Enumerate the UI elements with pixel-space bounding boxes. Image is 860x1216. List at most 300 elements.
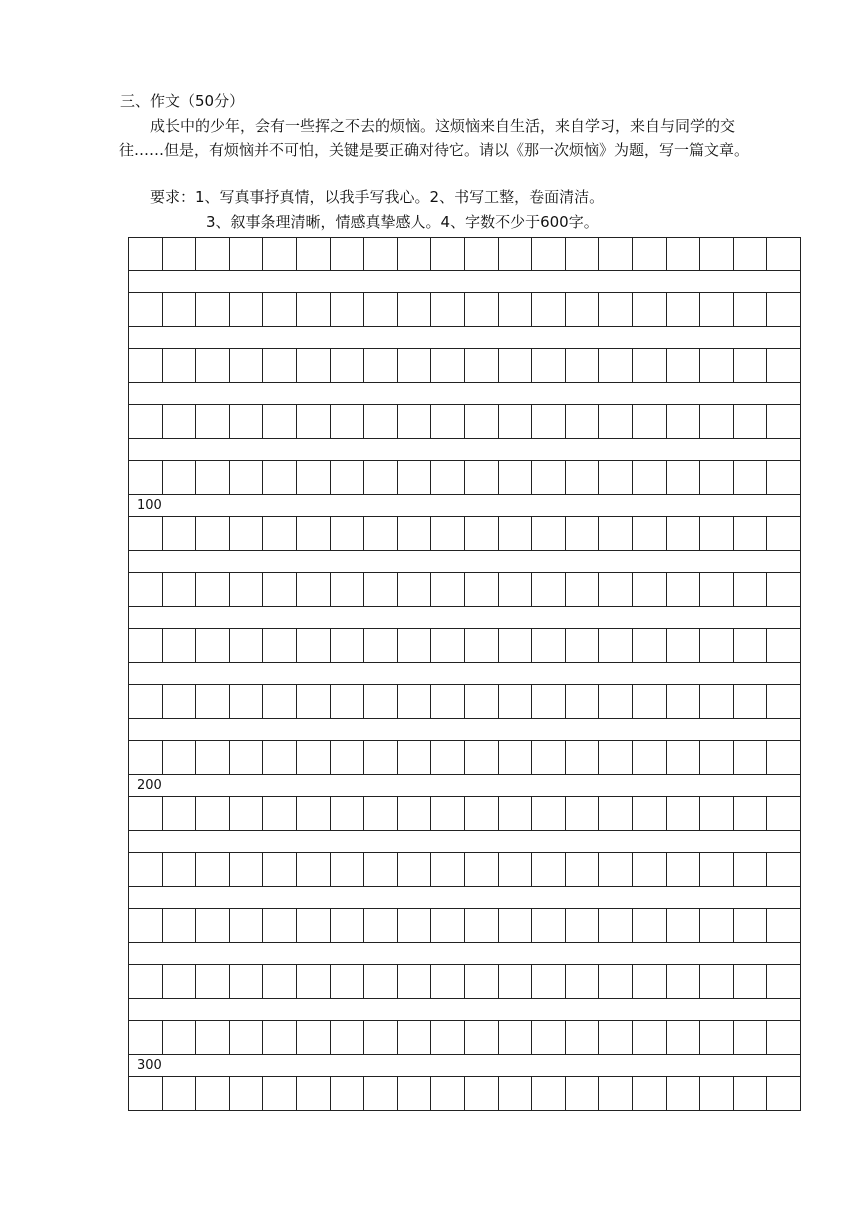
grid-cell[interactable] [230, 685, 264, 718]
grid-cell[interactable] [734, 965, 768, 998]
grid-cell[interactable] [129, 1021, 163, 1054]
grid-cell[interactable] [431, 685, 465, 718]
grid-cell[interactable] [734, 853, 768, 886]
grid-cell[interactable] [263, 629, 297, 662]
grid-cell[interactable] [532, 629, 566, 662]
grid-cell[interactable] [499, 517, 533, 550]
grid-cell[interactable] [297, 349, 331, 382]
grid-cell[interactable] [700, 349, 734, 382]
grid-cell[interactable] [633, 293, 667, 326]
grid-cell[interactable] [700, 741, 734, 774]
grid-cell[interactable] [398, 909, 432, 942]
grid-cell[interactable] [297, 741, 331, 774]
grid-cell[interactable] [499, 909, 533, 942]
grid-cell[interactable] [465, 238, 499, 270]
grid-cell[interactable] [129, 1077, 163, 1110]
grid-cell[interactable] [566, 909, 600, 942]
grid-cell[interactable] [734, 741, 768, 774]
grid-cell[interactable] [465, 293, 499, 326]
grid-cell[interactable] [566, 797, 600, 830]
grid-cell[interactable] [599, 1021, 633, 1054]
grid-cell[interactable] [230, 853, 264, 886]
grid-cell[interactable] [532, 965, 566, 998]
grid-cell[interactable] [263, 685, 297, 718]
grid-cell[interactable] [196, 629, 230, 662]
grid-cell[interactable] [364, 349, 398, 382]
grid-cell[interactable] [163, 1077, 197, 1110]
grid-cell[interactable] [465, 517, 499, 550]
grid-cell[interactable] [331, 349, 365, 382]
grid-cell[interactable] [163, 853, 197, 886]
grid-cell[interactable] [196, 293, 230, 326]
grid-cell[interactable] [196, 909, 230, 942]
grid-cell[interactable] [499, 965, 533, 998]
grid-cell[interactable] [667, 797, 701, 830]
grid-cell[interactable] [129, 238, 163, 270]
grid-cell[interactable] [532, 461, 566, 494]
grid-cell[interactable] [364, 685, 398, 718]
grid-cell[interactable] [767, 461, 801, 494]
grid-cell[interactable] [431, 461, 465, 494]
grid-cell[interactable] [196, 238, 230, 270]
grid-cell[interactable] [263, 1021, 297, 1054]
grid-cell[interactable] [599, 573, 633, 606]
grid-cell[interactable] [398, 1077, 432, 1110]
grid-cell[interactable] [364, 909, 398, 942]
grid-cell[interactable] [297, 293, 331, 326]
grid-cell[interactable] [734, 1021, 768, 1054]
grid-cell[interactable] [331, 797, 365, 830]
grid-cell[interactable] [465, 573, 499, 606]
grid-cell[interactable] [599, 349, 633, 382]
grid-cell[interactable] [163, 349, 197, 382]
grid-cell[interactable] [532, 1077, 566, 1110]
grid-cell[interactable] [667, 685, 701, 718]
grid-cell[interactable] [398, 461, 432, 494]
grid-cell[interactable] [499, 238, 533, 270]
grid-cell[interactable] [700, 797, 734, 830]
grid-cell[interactable] [398, 405, 432, 438]
grid-cell[interactable] [331, 1021, 365, 1054]
grid-cell[interactable] [734, 517, 768, 550]
grid-cell[interactable] [398, 685, 432, 718]
grid-cell[interactable] [465, 797, 499, 830]
grid-cell[interactable] [331, 853, 365, 886]
grid-cell[interactable] [633, 853, 667, 886]
grid-cell[interactable] [431, 349, 465, 382]
grid-cell[interactable] [431, 573, 465, 606]
grid-cell[interactable] [297, 573, 331, 606]
grid-cell[interactable] [667, 573, 701, 606]
grid-cell[interactable] [364, 853, 398, 886]
grid-cell[interactable] [767, 741, 801, 774]
grid-cell[interactable] [163, 238, 197, 270]
grid-cell[interactable] [465, 1077, 499, 1110]
grid-cell[interactable] [263, 461, 297, 494]
grid-cell[interactable] [129, 965, 163, 998]
grid-cell[interactable] [263, 965, 297, 998]
grid-cell[interactable] [499, 853, 533, 886]
grid-cell[interactable] [465, 461, 499, 494]
grid-cell[interactable] [230, 741, 264, 774]
grid-cell[interactable] [499, 741, 533, 774]
grid-cell[interactable] [163, 629, 197, 662]
grid-cell[interactable] [163, 741, 197, 774]
grid-cell[interactable] [364, 797, 398, 830]
grid-cell[interactable] [364, 405, 398, 438]
grid-cell[interactable] [532, 853, 566, 886]
grid-cell[interactable] [431, 965, 465, 998]
grid-cell[interactable] [700, 405, 734, 438]
grid-cell[interactable] [431, 238, 465, 270]
grid-cell[interactable] [129, 349, 163, 382]
grid-cell[interactable] [499, 1077, 533, 1110]
grid-cell[interactable] [163, 909, 197, 942]
grid-cell[interactable] [599, 238, 633, 270]
grid-cell[interactable] [767, 965, 801, 998]
grid-cell[interactable] [230, 573, 264, 606]
grid-cell[interactable] [431, 293, 465, 326]
grid-cell[interactable] [633, 517, 667, 550]
grid-cell[interactable] [230, 293, 264, 326]
grid-cell[interactable] [297, 685, 331, 718]
grid-cell[interactable] [364, 1021, 398, 1054]
grid-cell[interactable] [767, 685, 801, 718]
grid-cell[interactable] [633, 238, 667, 270]
grid-cell[interactable] [129, 797, 163, 830]
grid-cell[interactable] [331, 238, 365, 270]
grid-cell[interactable] [667, 1021, 701, 1054]
grid-cell[interactable] [465, 629, 499, 662]
grid-cell[interactable] [431, 741, 465, 774]
grid-cell[interactable] [196, 741, 230, 774]
grid-cell[interactable] [599, 741, 633, 774]
grid-cell[interactable] [230, 629, 264, 662]
grid-cell[interactable] [163, 1021, 197, 1054]
grid-cell[interactable] [667, 909, 701, 942]
grid-cell[interactable] [297, 1021, 331, 1054]
grid-cell[interactable] [532, 741, 566, 774]
grid-cell[interactable] [431, 517, 465, 550]
grid-cell[interactable] [734, 349, 768, 382]
grid-cell[interactable] [633, 573, 667, 606]
grid-cell[interactable] [331, 741, 365, 774]
grid-cell[interactable] [700, 293, 734, 326]
grid-cell[interactable] [230, 1077, 264, 1110]
grid-cell[interactable] [532, 909, 566, 942]
grid-cell[interactable] [263, 853, 297, 886]
grid-cell[interactable] [263, 797, 297, 830]
grid-cell[interactable] [465, 1021, 499, 1054]
grid-cell[interactable] [297, 238, 331, 270]
grid-cell[interactable] [532, 797, 566, 830]
grid-cell[interactable] [599, 909, 633, 942]
grid-cell[interactable] [566, 1077, 600, 1110]
grid-cell[interactable] [297, 965, 331, 998]
grid-cell[interactable] [465, 853, 499, 886]
grid-cell[interactable] [532, 685, 566, 718]
grid-cell[interactable] [700, 461, 734, 494]
grid-cell[interactable] [465, 349, 499, 382]
grid-cell[interactable] [331, 405, 365, 438]
grid-cell[interactable] [196, 461, 230, 494]
grid-cell[interactable] [230, 238, 264, 270]
grid-cell[interactable] [667, 629, 701, 662]
grid-cell[interactable] [431, 1021, 465, 1054]
grid-cell[interactable] [364, 238, 398, 270]
grid-cell[interactable] [297, 909, 331, 942]
grid-cell[interactable] [532, 573, 566, 606]
grid-cell[interactable] [129, 405, 163, 438]
grid-cell[interactable] [230, 965, 264, 998]
grid-cell[interactable] [398, 1021, 432, 1054]
grid-cell[interactable] [767, 238, 801, 270]
grid-cell[interactable] [667, 349, 701, 382]
grid-cell[interactable] [163, 293, 197, 326]
grid-cell[interactable] [196, 965, 230, 998]
grid-cell[interactable] [230, 349, 264, 382]
grid-cell[interactable] [398, 238, 432, 270]
grid-cell[interactable] [734, 405, 768, 438]
grid-cell[interactable] [499, 685, 533, 718]
grid-cell[interactable] [364, 573, 398, 606]
grid-cell[interactable] [599, 1077, 633, 1110]
grid-cell[interactable] [398, 965, 432, 998]
grid-cell[interactable] [431, 909, 465, 942]
grid-cell[interactable] [163, 405, 197, 438]
grid-cell[interactable] [599, 629, 633, 662]
grid-cell[interactable] [196, 573, 230, 606]
grid-cell[interactable] [129, 629, 163, 662]
grid-cell[interactable] [599, 461, 633, 494]
grid-cell[interactable] [331, 909, 365, 942]
grid-cell[interactable] [767, 853, 801, 886]
grid-cell[interactable] [566, 685, 600, 718]
grid-cell[interactable] [734, 238, 768, 270]
grid-cell[interactable] [667, 461, 701, 494]
grid-cell[interactable] [163, 573, 197, 606]
grid-cell[interactable] [196, 685, 230, 718]
grid-cell[interactable] [499, 349, 533, 382]
grid-cell[interactable] [734, 461, 768, 494]
grid-cell[interactable] [230, 797, 264, 830]
grid-cell[interactable] [499, 293, 533, 326]
grid-cell[interactable] [297, 853, 331, 886]
grid-cell[interactable] [465, 909, 499, 942]
grid-cell[interactable] [331, 461, 365, 494]
grid-cell[interactable] [163, 965, 197, 998]
grid-cell[interactable] [700, 573, 734, 606]
grid-cell[interactable] [566, 629, 600, 662]
grid-cell[interactable] [364, 293, 398, 326]
grid-cell[interactable] [465, 741, 499, 774]
grid-cell[interactable] [297, 797, 331, 830]
grid-cell[interactable] [398, 573, 432, 606]
grid-cell[interactable] [263, 1077, 297, 1110]
grid-cell[interactable] [331, 965, 365, 998]
grid-cell[interactable] [196, 517, 230, 550]
grid-cell[interactable] [566, 1021, 600, 1054]
grid-cell[interactable] [599, 685, 633, 718]
grid-cell[interactable] [230, 517, 264, 550]
grid-cell[interactable] [532, 349, 566, 382]
grid-cell[interactable] [364, 1077, 398, 1110]
grid-cell[interactable] [129, 853, 163, 886]
grid-cell[interactable] [566, 573, 600, 606]
grid-cell[interactable] [734, 685, 768, 718]
grid-cell[interactable] [599, 853, 633, 886]
grid-cell[interactable] [163, 685, 197, 718]
grid-cell[interactable] [196, 853, 230, 886]
grid-cell[interactable] [566, 293, 600, 326]
grid-cell[interactable] [700, 1077, 734, 1110]
grid-cell[interactable] [364, 741, 398, 774]
grid-cell[interactable] [667, 517, 701, 550]
grid-cell[interactable] [566, 238, 600, 270]
grid-cell[interactable] [196, 405, 230, 438]
writing-grid[interactable] [128, 237, 801, 1111]
grid-cell[interactable] [331, 573, 365, 606]
grid-cell[interactable] [297, 517, 331, 550]
grid-cell[interactable] [331, 685, 365, 718]
grid-cell[interactable] [767, 517, 801, 550]
grid-cell[interactable] [700, 853, 734, 886]
grid-cell[interactable] [532, 405, 566, 438]
grid-cell[interactable] [633, 1021, 667, 1054]
grid-cell[interactable] [700, 1021, 734, 1054]
grid-cell[interactable] [431, 629, 465, 662]
grid-cell[interactable] [566, 405, 600, 438]
grid-cell[interactable] [667, 293, 701, 326]
grid-cell[interactable] [263, 517, 297, 550]
grid-cell[interactable] [465, 965, 499, 998]
grid-cell[interactable] [263, 405, 297, 438]
grid-cell[interactable] [230, 1021, 264, 1054]
grid-cell[interactable] [263, 238, 297, 270]
grid-cell[interactable] [196, 349, 230, 382]
grid-cell[interactable] [566, 517, 600, 550]
grid-cell[interactable] [398, 517, 432, 550]
grid-cell[interactable] [767, 405, 801, 438]
grid-cell[interactable] [163, 797, 197, 830]
grid-cell[interactable] [499, 1021, 533, 1054]
grid-cell[interactable] [599, 405, 633, 438]
grid-cell[interactable] [599, 293, 633, 326]
grid-cell[interactable] [263, 573, 297, 606]
grid-cell[interactable] [196, 797, 230, 830]
grid-cell[interactable] [499, 629, 533, 662]
grid-cell[interactable] [230, 461, 264, 494]
grid-cell[interactable] [129, 517, 163, 550]
grid-cell[interactable] [700, 238, 734, 270]
grid-cell[interactable] [734, 629, 768, 662]
grid-cell[interactable] [297, 1077, 331, 1110]
grid-cell[interactable] [398, 293, 432, 326]
grid-cell[interactable] [331, 1077, 365, 1110]
grid-cell[interactable] [230, 405, 264, 438]
grid-cell[interactable] [566, 349, 600, 382]
grid-cell[interactable] [700, 517, 734, 550]
grid-cell[interactable] [767, 909, 801, 942]
grid-cell[interactable] [398, 629, 432, 662]
grid-cell[interactable] [633, 909, 667, 942]
grid-cell[interactable] [331, 517, 365, 550]
grid-cell[interactable] [129, 573, 163, 606]
grid-cell[interactable] [700, 909, 734, 942]
grid-cell[interactable] [667, 405, 701, 438]
grid-cell[interactable] [263, 909, 297, 942]
grid-cell[interactable] [364, 461, 398, 494]
grid-cell[interactable] [129, 293, 163, 326]
grid-cell[interactable] [599, 965, 633, 998]
grid-cell[interactable] [633, 741, 667, 774]
grid-cell[interactable] [667, 238, 701, 270]
grid-cell[interactable] [633, 685, 667, 718]
grid-cell[interactable] [734, 797, 768, 830]
grid-cell[interactable] [297, 629, 331, 662]
grid-cell[interactable] [700, 629, 734, 662]
grid-cell[interactable] [465, 405, 499, 438]
grid-cell[interactable] [398, 853, 432, 886]
grid-cell[interactable] [364, 629, 398, 662]
grid-cell[interactable] [398, 349, 432, 382]
grid-cell[interactable] [263, 349, 297, 382]
grid-cell[interactable] [767, 797, 801, 830]
grid-cell[interactable] [129, 685, 163, 718]
grid-cell[interactable] [633, 1077, 667, 1110]
grid-cell[interactable] [129, 741, 163, 774]
grid-cell[interactable] [667, 1077, 701, 1110]
grid-cell[interactable] [700, 965, 734, 998]
grid-cell[interactable] [499, 797, 533, 830]
grid-cell[interactable] [734, 573, 768, 606]
grid-cell[interactable] [633, 965, 667, 998]
grid-cell[interactable] [297, 405, 331, 438]
grid-cell[interactable] [734, 909, 768, 942]
grid-cell[interactable] [532, 293, 566, 326]
grid-cell[interactable] [767, 573, 801, 606]
grid-cell[interactable] [431, 853, 465, 886]
grid-cell[interactable] [398, 797, 432, 830]
grid-cell[interactable] [633, 461, 667, 494]
grid-cell[interactable] [599, 797, 633, 830]
grid-cell[interactable] [364, 517, 398, 550]
grid-cell[interactable] [163, 461, 197, 494]
grid-cell[interactable] [431, 797, 465, 830]
grid-cell[interactable] [263, 293, 297, 326]
grid-cell[interactable] [667, 741, 701, 774]
grid-cell[interactable] [431, 405, 465, 438]
grid-cell[interactable] [633, 797, 667, 830]
grid-cell[interactable] [196, 1021, 230, 1054]
grid-cell[interactable] [767, 349, 801, 382]
grid-cell[interactable] [532, 238, 566, 270]
grid-cell[interactable] [566, 965, 600, 998]
grid-cell[interactable] [767, 629, 801, 662]
grid-cell[interactable] [667, 965, 701, 998]
grid-cell[interactable] [667, 853, 701, 886]
grid-cell[interactable] [734, 1077, 768, 1110]
grid-cell[interactable] [499, 405, 533, 438]
grid-cell[interactable] [431, 1077, 465, 1110]
grid-cell[interactable] [129, 461, 163, 494]
grid-cell[interactable] [331, 293, 365, 326]
grid-cell[interactable] [700, 685, 734, 718]
grid-cell[interactable] [129, 909, 163, 942]
grid-cell[interactable] [263, 741, 297, 774]
grid-cell[interactable] [633, 349, 667, 382]
grid-cell[interactable] [230, 909, 264, 942]
